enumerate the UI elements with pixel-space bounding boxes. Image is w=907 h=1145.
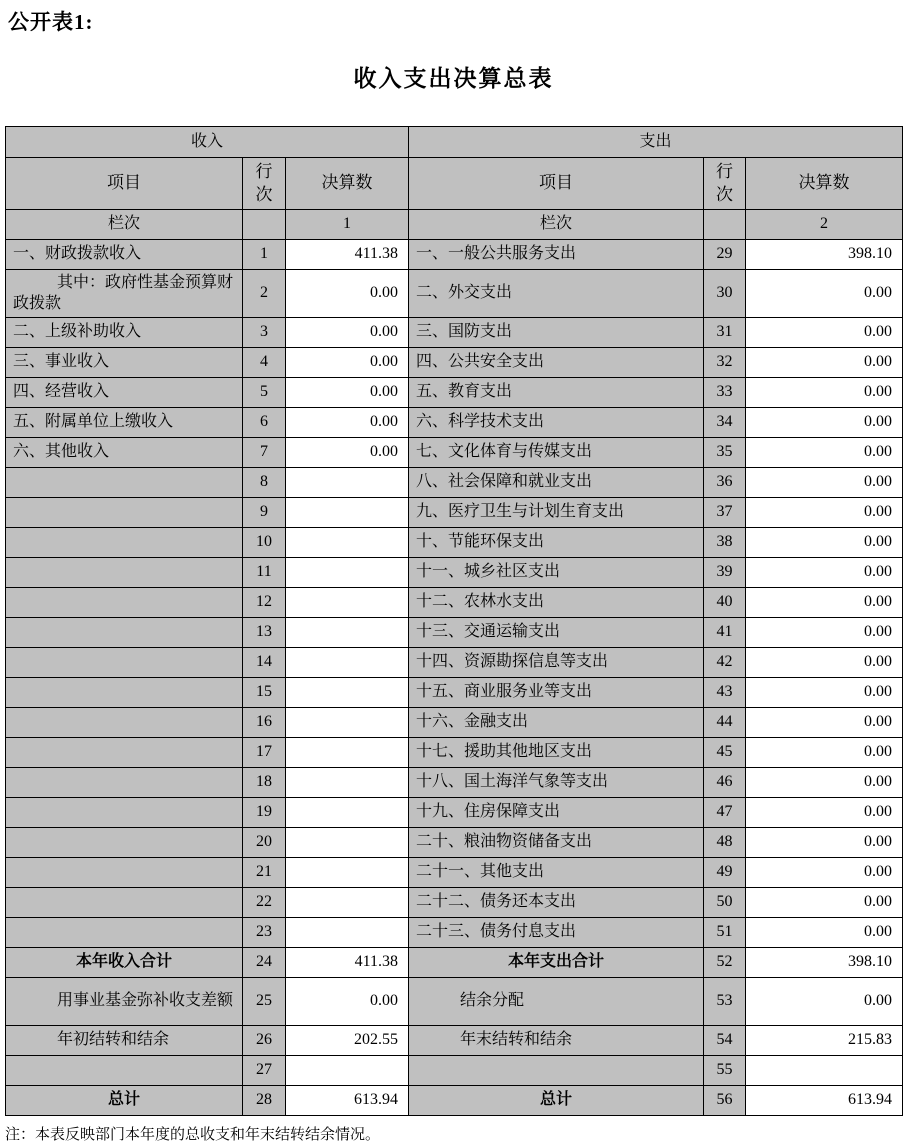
income-value-cell: [286, 888, 409, 918]
expense-item-cell: 二、外交支出: [409, 270, 704, 318]
expense-item-cell: [409, 1056, 704, 1086]
expense-rownum-cell: 52: [704, 948, 746, 978]
expense-rownum-cell: 49: [704, 858, 746, 888]
table-row: [6, 378, 903, 408]
income-value-cell: [286, 1056, 409, 1086]
expense-value-cell: 0.00: [746, 498, 903, 528]
income-value-cell: 202.55: [286, 1026, 409, 1056]
expense-item-cell: 四、公共安全支出: [409, 348, 704, 378]
income-item-cell: [6, 858, 243, 888]
income-item-cell: [6, 648, 243, 678]
income-item-cell: [6, 768, 243, 798]
expense-rownum-header: [704, 158, 746, 210]
expense-item-cell: 十五、商业服务业等支出: [409, 678, 704, 708]
income-item-cell: 一、财政拨款收入: [6, 240, 243, 270]
income-rownum-cell: 19: [243, 798, 286, 828]
income-item-cell: [6, 468, 243, 498]
income-item-cell: 其中：政府性基金预算财政拨款: [6, 270, 243, 318]
income-item-cell: 五、附属单位上缴收入: [6, 408, 243, 438]
income-index-value: 1: [286, 210, 409, 240]
expense-rownum-cell: 29: [704, 240, 746, 270]
income-rownum-cell: 16: [243, 708, 286, 738]
income-value-cell: [286, 738, 409, 768]
expense-value-cell: 0.00: [746, 408, 903, 438]
income-value-cell: 0.00: [286, 270, 409, 318]
expense-item-cell: 十八、国土海洋气象等支出: [409, 768, 704, 798]
expense-item-cell: 六、科学技术支出: [409, 408, 704, 438]
expense-item-cell: 年末结转和结余: [409, 1026, 704, 1056]
income-value-cell: [286, 858, 409, 888]
expense-item-cell: 七、文化体育与传媒支出: [409, 438, 704, 468]
income-value-cell: [286, 528, 409, 558]
expense-item-cell: 二十二、债务还本支出: [409, 888, 704, 918]
income-item-cell: [6, 708, 243, 738]
income-rownum-cell: 2: [243, 270, 286, 318]
income-value-cell: [286, 678, 409, 708]
expense-item-cell: 五、教育支出: [409, 378, 704, 408]
income-rownum-cell: 6: [243, 408, 286, 438]
expense-item-cell: 九、医疗卫生与计划生育支出: [409, 498, 704, 528]
table-row: [6, 558, 903, 588]
table-row: [6, 918, 903, 948]
expense-value-cell: 0.00: [746, 738, 903, 768]
table-row: [6, 888, 903, 918]
income-rownum-cell: 14: [243, 648, 286, 678]
income-amount-header: 决算数: [286, 158, 409, 210]
income-item-cell: 年初结转和结余: [6, 1026, 243, 1056]
income-item-cell: 二、上级补助收入: [6, 318, 243, 348]
expense-value-cell: 0.00: [746, 558, 903, 588]
table-row: [6, 1086, 903, 1116]
income-value-cell: [286, 588, 409, 618]
income-rownum-cell: 22: [243, 888, 286, 918]
income-rownum-header: [243, 158, 286, 210]
expense-item-cell: 十一、城乡社区支出: [409, 558, 704, 588]
income-item-header: 项目: [6, 158, 243, 210]
table-row: [6, 1026, 903, 1056]
expense-value-cell: 0.00: [746, 828, 903, 858]
income-item-cell: [6, 828, 243, 858]
income-rownum-cell: 23: [243, 918, 286, 948]
table-row: [6, 708, 903, 738]
expense-rownum-cell: 47: [704, 798, 746, 828]
income-rownum-cell: 1: [243, 240, 286, 270]
expense-rownum-cell: 43: [704, 678, 746, 708]
table-body: [6, 240, 903, 1116]
expense-rownum-cell: 36: [704, 468, 746, 498]
expense-rownum-cell: 37: [704, 498, 746, 528]
income-rownum-cell: 26: [243, 1026, 286, 1056]
expense-item-cell: 十四、资源勘探信息等支出: [409, 648, 704, 678]
table-row: [6, 588, 903, 618]
income-item-cell: 六、其他收入: [6, 438, 243, 468]
expense-value-cell: 0.00: [746, 798, 903, 828]
expense-item-cell: 结余分配: [409, 978, 704, 1026]
income-item-cell: [6, 618, 243, 648]
income-rownum-cell: 13: [243, 618, 286, 648]
expense-rownum-cell: 46: [704, 768, 746, 798]
income-item-cell: [6, 888, 243, 918]
expense-item-cell: 总计: [409, 1086, 704, 1116]
table-row: [6, 1056, 903, 1086]
expense-rownum-cell: 34: [704, 408, 746, 438]
income-value-cell: 0.00: [286, 318, 409, 348]
income-value-cell: [286, 648, 409, 678]
income-value-cell: [286, 498, 409, 528]
income-value-cell: 0.00: [286, 978, 409, 1026]
income-item-cell: 用事业基金弥补收支差额: [6, 978, 243, 1026]
expense-item-cell: 二十一、其他支出: [409, 858, 704, 888]
income-rownum-cell: 5: [243, 378, 286, 408]
expense-value-cell: 0.00: [746, 888, 903, 918]
income-index-blank: [243, 210, 286, 240]
expense-value-cell: 0.00: [746, 378, 903, 408]
income-rownum-cell: 4: [243, 348, 286, 378]
income-item-cell: 三、事业收入: [6, 348, 243, 378]
expense-rownum-cell: 44: [704, 708, 746, 738]
expense-rownum-cell: 55: [704, 1056, 746, 1086]
expense-rownum-cell: 38: [704, 528, 746, 558]
table-row: [6, 318, 903, 348]
table-row: [6, 678, 903, 708]
table-row: [6, 978, 903, 1026]
table-row: [6, 408, 903, 438]
income-value-cell: 0.00: [286, 438, 409, 468]
expense-item-cell: 本年支出合计: [409, 948, 704, 978]
expense-value-cell: 613.94: [746, 1086, 903, 1116]
table-row: [6, 438, 903, 468]
table-row: [6, 828, 903, 858]
expense-value-cell: 0.00: [746, 588, 903, 618]
income-value-cell: 613.94: [286, 1086, 409, 1116]
expense-item-cell: 十二、农林水支出: [409, 588, 704, 618]
income-rownum-cell: 25: [243, 978, 286, 1026]
expense-rownum-cell: 45: [704, 738, 746, 768]
income-item-cell: [6, 798, 243, 828]
expense-item-cell: 二十三、债务付息支出: [409, 918, 704, 948]
expense-rownum-cell: 33: [704, 378, 746, 408]
expense-value-cell: 0.00: [746, 708, 903, 738]
income-value-cell: 0.00: [286, 378, 409, 408]
expense-section-header: 支出: [409, 127, 903, 158]
income-value-cell: 0.00: [286, 348, 409, 378]
income-value-cell: [286, 558, 409, 588]
expense-rownum-cell: 56: [704, 1086, 746, 1116]
income-item-cell: [6, 678, 243, 708]
section-header-row: [6, 127, 903, 158]
expense-value-cell: [746, 1056, 903, 1086]
expense-value-cell: 0.00: [746, 528, 903, 558]
expense-item-cell: 二十、粮油物资储备支出: [409, 828, 704, 858]
expense-value-cell: 0.00: [746, 618, 903, 648]
expense-index-blank: [704, 210, 746, 240]
expense-rownum-cell: 41: [704, 618, 746, 648]
expense-index-label: 栏次: [409, 210, 704, 240]
table-row: [6, 858, 903, 888]
income-rownum-cell: 15: [243, 678, 286, 708]
expense-value-cell: 0.00: [746, 678, 903, 708]
table-row: [6, 468, 903, 498]
expense-item-header: 项目: [409, 158, 704, 210]
income-value-cell: [286, 708, 409, 738]
expense-value-cell: 0.00: [746, 318, 903, 348]
income-item-cell: [6, 738, 243, 768]
expense-value-cell: 0.00: [746, 270, 903, 318]
expense-rownum-cell: 48: [704, 828, 746, 858]
income-rownum-cell: 8: [243, 468, 286, 498]
income-value-cell: 411.38: [286, 240, 409, 270]
expense-item-cell: 十、节能环保支出: [409, 528, 704, 558]
table-row: [6, 948, 903, 978]
expense-value-cell: 398.10: [746, 948, 903, 978]
income-value-cell: 411.38: [286, 948, 409, 978]
expense-item-cell: 十三、交通运输支出: [409, 618, 704, 648]
income-rownum-cell: 27: [243, 1056, 286, 1086]
expense-item-cell: 十七、援助其他地区支出: [409, 738, 704, 768]
income-value-cell: [286, 798, 409, 828]
income-value-cell: [286, 618, 409, 648]
expense-rownum-cell: 31: [704, 318, 746, 348]
income-item-cell: [6, 918, 243, 948]
income-rownum-cell: 9: [243, 498, 286, 528]
income-rownum-cell: 28: [243, 1086, 286, 1116]
expense-item-cell: 十六、金融支出: [409, 708, 704, 738]
income-rownum-cell: 20: [243, 828, 286, 858]
table-row: [6, 348, 903, 378]
income-rownum-cell: 11: [243, 558, 286, 588]
expense-rownum-cell: 54: [704, 1026, 746, 1056]
expense-amount-header: 决算数: [746, 158, 903, 210]
income-value-cell: [286, 768, 409, 798]
expense-item-cell: 三、国防支出: [409, 318, 704, 348]
expense-rownum-cell: 39: [704, 558, 746, 588]
income-rownum-cell: 18: [243, 768, 286, 798]
expense-value-cell: 0.00: [746, 858, 903, 888]
doc-label: 公开表1:: [8, 10, 94, 34]
expense-item-cell: 一、一般公共服务支出: [409, 240, 704, 270]
table-row: [6, 528, 903, 558]
budget-summary-table: [5, 126, 903, 1116]
table-row: [6, 498, 903, 528]
page-title: 收入支出决算总表: [353, 65, 554, 91]
column-header-row: [6, 158, 903, 210]
expense-rownum-cell: 32: [704, 348, 746, 378]
income-item-cell: [6, 588, 243, 618]
expense-rownum-cell: 50: [704, 888, 746, 918]
income-rownum-cell: 3: [243, 318, 286, 348]
table-row: [6, 618, 903, 648]
income-value-cell: [286, 918, 409, 948]
income-rownum-cell: 21: [243, 858, 286, 888]
income-value-cell: [286, 828, 409, 858]
income-value-cell: 0.00: [286, 408, 409, 438]
column-index-row: [6, 210, 903, 240]
expense-value-cell: 0.00: [746, 918, 903, 948]
expense-index-value: 2: [746, 210, 903, 240]
expense-value-cell: 0.00: [746, 468, 903, 498]
table-row: [6, 798, 903, 828]
expense-rownum-header-label: 行次: [716, 161, 734, 204]
expense-rownum-cell: 42: [704, 648, 746, 678]
income-rownum-cell: 17: [243, 738, 286, 768]
income-rownum-cell: 7: [243, 438, 286, 468]
expense-value-cell: 0.00: [746, 438, 903, 468]
income-rownum-cell: 12: [243, 588, 286, 618]
table-row: [6, 270, 903, 318]
income-item-cell: [6, 1056, 243, 1086]
income-item-cell: [6, 558, 243, 588]
table-row: [6, 738, 903, 768]
income-item-cell: 本年收入合计: [6, 948, 243, 978]
table-row: [6, 648, 903, 678]
expense-rownum-cell: 35: [704, 438, 746, 468]
income-rownum-header-label: 行次: [255, 161, 273, 204]
expense-rownum-cell: 40: [704, 588, 746, 618]
income-item-cell: [6, 528, 243, 558]
expense-value-cell: 0.00: [746, 768, 903, 798]
expense-rownum-cell: 30: [704, 270, 746, 318]
income-rownum-cell: 24: [243, 948, 286, 978]
expense-item-cell: 十九、住房保障支出: [409, 798, 704, 828]
table-note: 注：本表反映部门本年度的总收支和年末结转结余情况。: [5, 1127, 381, 1143]
income-item-cell: [6, 498, 243, 528]
income-index-label: 栏次: [6, 210, 243, 240]
expense-rownum-cell: 51: [704, 918, 746, 948]
expense-rownum-cell: 53: [704, 978, 746, 1026]
expense-value-cell: 0.00: [746, 348, 903, 378]
table-row: [6, 240, 903, 270]
income-item-cell: 四、经营收入: [6, 378, 243, 408]
expense-value-cell: 0.00: [746, 978, 903, 1026]
expense-value-cell: 215.83: [746, 1026, 903, 1056]
income-rownum-cell: 10: [243, 528, 286, 558]
expense-value-cell: 0.00: [746, 648, 903, 678]
expense-item-cell: 八、社会保障和就业支出: [409, 468, 704, 498]
table-row: [6, 768, 903, 798]
income-value-cell: [286, 468, 409, 498]
income-section-header: 收入: [6, 127, 409, 158]
income-item-cell: 总计: [6, 1086, 243, 1116]
expense-value-cell: 398.10: [746, 240, 903, 270]
